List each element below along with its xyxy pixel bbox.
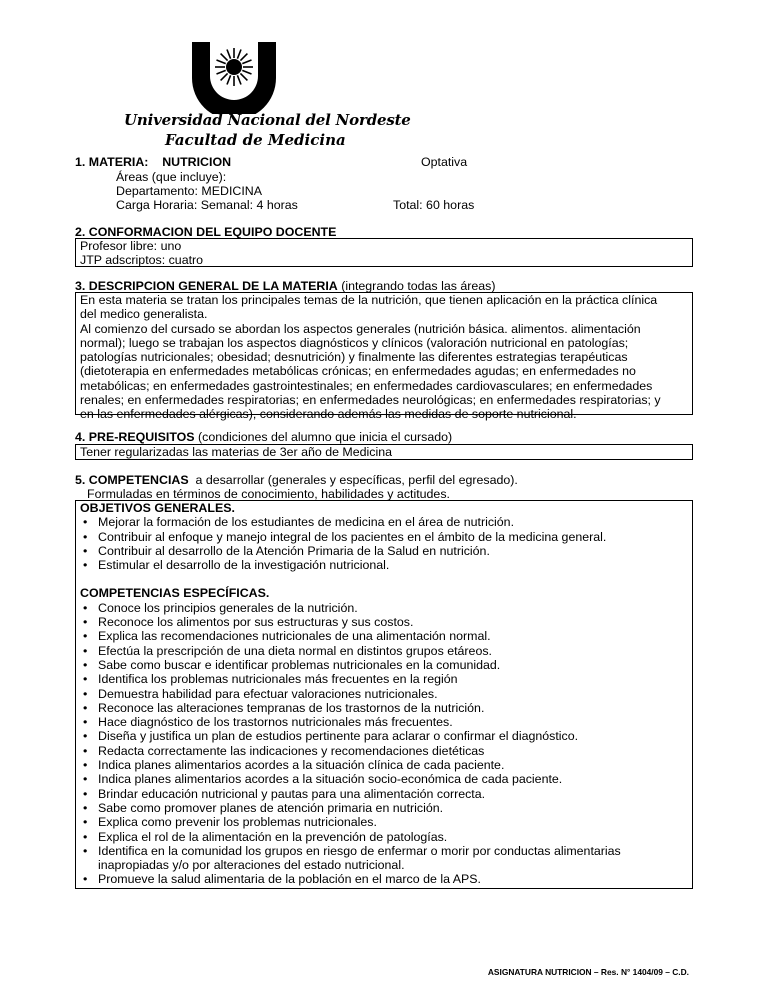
list-item: • Hace diagnóstico de los trastornos nutricionales más frecuentes. xyxy=(80,715,648,729)
list-item: • Contribuir al enfoque y manejo integral de los pacientes en el ámbito de la medicina general. xyxy=(80,530,688,544)
team-line: Profesor libre: uno xyxy=(80,239,182,253)
list-item: • Diseña y justifica un plan de estudios pertinente para aclarar o confirmar el diagnóstico. xyxy=(80,729,648,743)
list-item: • Promueve la salud alimentaria de la población en el marco de la APS. xyxy=(80,872,648,886)
list-item: • Indica planes alimentarios acordes a la situación clínica de cada paciente. xyxy=(80,758,648,772)
list-item: • Contribuir al desarrollo de la Atención Primaria de la Salud en nutrición. xyxy=(80,544,688,558)
general-objectives-list xyxy=(80,515,688,572)
specific-competencies-list xyxy=(80,601,688,887)
section-1-heading: 1. MATERIA: NUTRICION xyxy=(75,155,232,169)
description-line: Al comienzo del cursado se abordan los aspectos generales (nutrición básica. alimentos. alimentación xyxy=(80,321,641,336)
page-footer: ASIGNATURA NUTRICION – Res. N° 1404/09 – C.D. xyxy=(487,967,689,977)
list-item: • Estimular el desarrollo de la investigación nutricional. xyxy=(80,558,688,572)
list-item: • Reconoce los alimentos por sus estructuras y sus costos. xyxy=(80,615,648,629)
description-line: normal); luego se trabajan los aspectos diagnósticos y clínicos (valoración nutricional en patologías; xyxy=(80,335,629,350)
list-item: • Reconoce las alteraciones tempranas de los trastornos de la nutrición. xyxy=(80,701,648,715)
list-item: • Brindar educación nutricional y pautas para una alimentación correcta. xyxy=(80,787,648,801)
list-item: • Demuestra habilidad para efectuar valoraciones nutricionales. xyxy=(80,687,648,701)
list-item: • Conoce los principios generales de la nutrición. xyxy=(80,601,648,615)
competencies-subnote: Formuladas en términos de conocimiento, habilidades y actitudes. xyxy=(87,487,450,501)
section-5-heading: 5. COMPETENCIAS a desarrollar (generales y específicas, perfil del egresado). xyxy=(75,473,518,487)
weekly-hours-line: Carga Horaria: Semanal: 4 horas xyxy=(116,198,298,212)
description-line: metabólicas; en enfermedades gastrointestinales; en enfermedades cardiovasculares; en enfermedades xyxy=(80,378,653,393)
list-item: • Efectúa la prescripción de una dieta normal en distintos grupos etáreos. xyxy=(80,644,648,658)
team-line: JTP adscriptos: cuatro xyxy=(80,253,204,268)
section-2-heading: 2. CONFORMACION DEL EQUIPO DOCENTE xyxy=(75,225,337,239)
list-item: • Explica como prevenir los problemas nutricionales. xyxy=(80,815,648,829)
subject-type: Optativa xyxy=(421,155,468,169)
description-line: del medico generalista. xyxy=(80,307,208,322)
prerequisite-text: Tener regularizadas las materias de 3er año de Medicina xyxy=(80,445,393,459)
areas-line: Áreas (que incluye): xyxy=(116,170,227,184)
description-line: renales; en enfermedades respiratorias; en enfermedades neurológicas; en enfermedades respiratorias; y xyxy=(80,393,661,408)
general-objectives-title: OBJETIVOS GENERALES. xyxy=(80,501,235,515)
list-item: • Sabe como promover planes de atención primaria en nutrición. xyxy=(80,801,648,815)
section-3-heading: 3. DESCRIPCION GENERAL DE LA MATERIA (integrando todas las áreas) xyxy=(75,279,496,293)
list-item: • Identifica los problemas nutricionales más frecuentes en la región xyxy=(80,672,648,686)
list-item: • Explica el rol de la alimentación en la prevención de patologías. xyxy=(80,830,648,844)
prerequisites-box xyxy=(75,444,693,460)
description-box xyxy=(75,292,693,422)
list-item: • Identifica en la comunidad los grupos en riesgo de enfermar o morir por conductas alimentarias inapropiadas y/o por alteraciones del estado nutricional. xyxy=(80,844,648,873)
description-line: patologías nutricionales; obesidad; desnutrición) y finalmente las diferentes estrategias terapéuticas xyxy=(80,350,628,365)
list-item: • Indica planes alimentarios acordes a la situación socio-económica de cada paciente. xyxy=(80,772,648,786)
university-name: Universidad Nacional del Nordeste xyxy=(124,111,411,129)
department-line: Departamento: MEDICINA xyxy=(116,184,262,198)
description-line: en las enfermedades alérgicas), considerando además las medidas de soporte nutricional. xyxy=(80,407,577,422)
total-hours-line: Total: 60 horas xyxy=(393,198,475,212)
list-item: • Sabe como buscar e identificar problemas nutricionales en la comunidad. xyxy=(80,658,648,672)
description-line: (dietoterapia en enfermedades metabólicas crónicas; en enfermedades agudas; en enfermedades no xyxy=(80,364,636,379)
faculty-name: Facultad de Medicina xyxy=(165,131,346,149)
teaching-team-box xyxy=(75,238,693,267)
list-item: • Explica las recomendaciones nutricionales de una alimentación normal. xyxy=(80,629,648,643)
list-item: • Mejorar la formación de los estudiantes de medicina en el área de nutrición. xyxy=(80,515,688,529)
section-4-heading: 4. PRE-REQUISITOS (condiciones del alumno que inicia el cursado) xyxy=(75,430,453,444)
university-logo xyxy=(188,42,280,114)
specific-competencies-title: COMPETENCIAS ESPECÍFICAS. xyxy=(80,586,270,601)
description-line: En esta materia se tratan los principales temas de la nutrición, que tienen aplicación en la práctica clínica xyxy=(80,293,658,307)
list-item: • Redacta correctamente las indicaciones y recomendaciones dietéticas xyxy=(80,744,648,758)
competencies-box xyxy=(75,500,693,889)
